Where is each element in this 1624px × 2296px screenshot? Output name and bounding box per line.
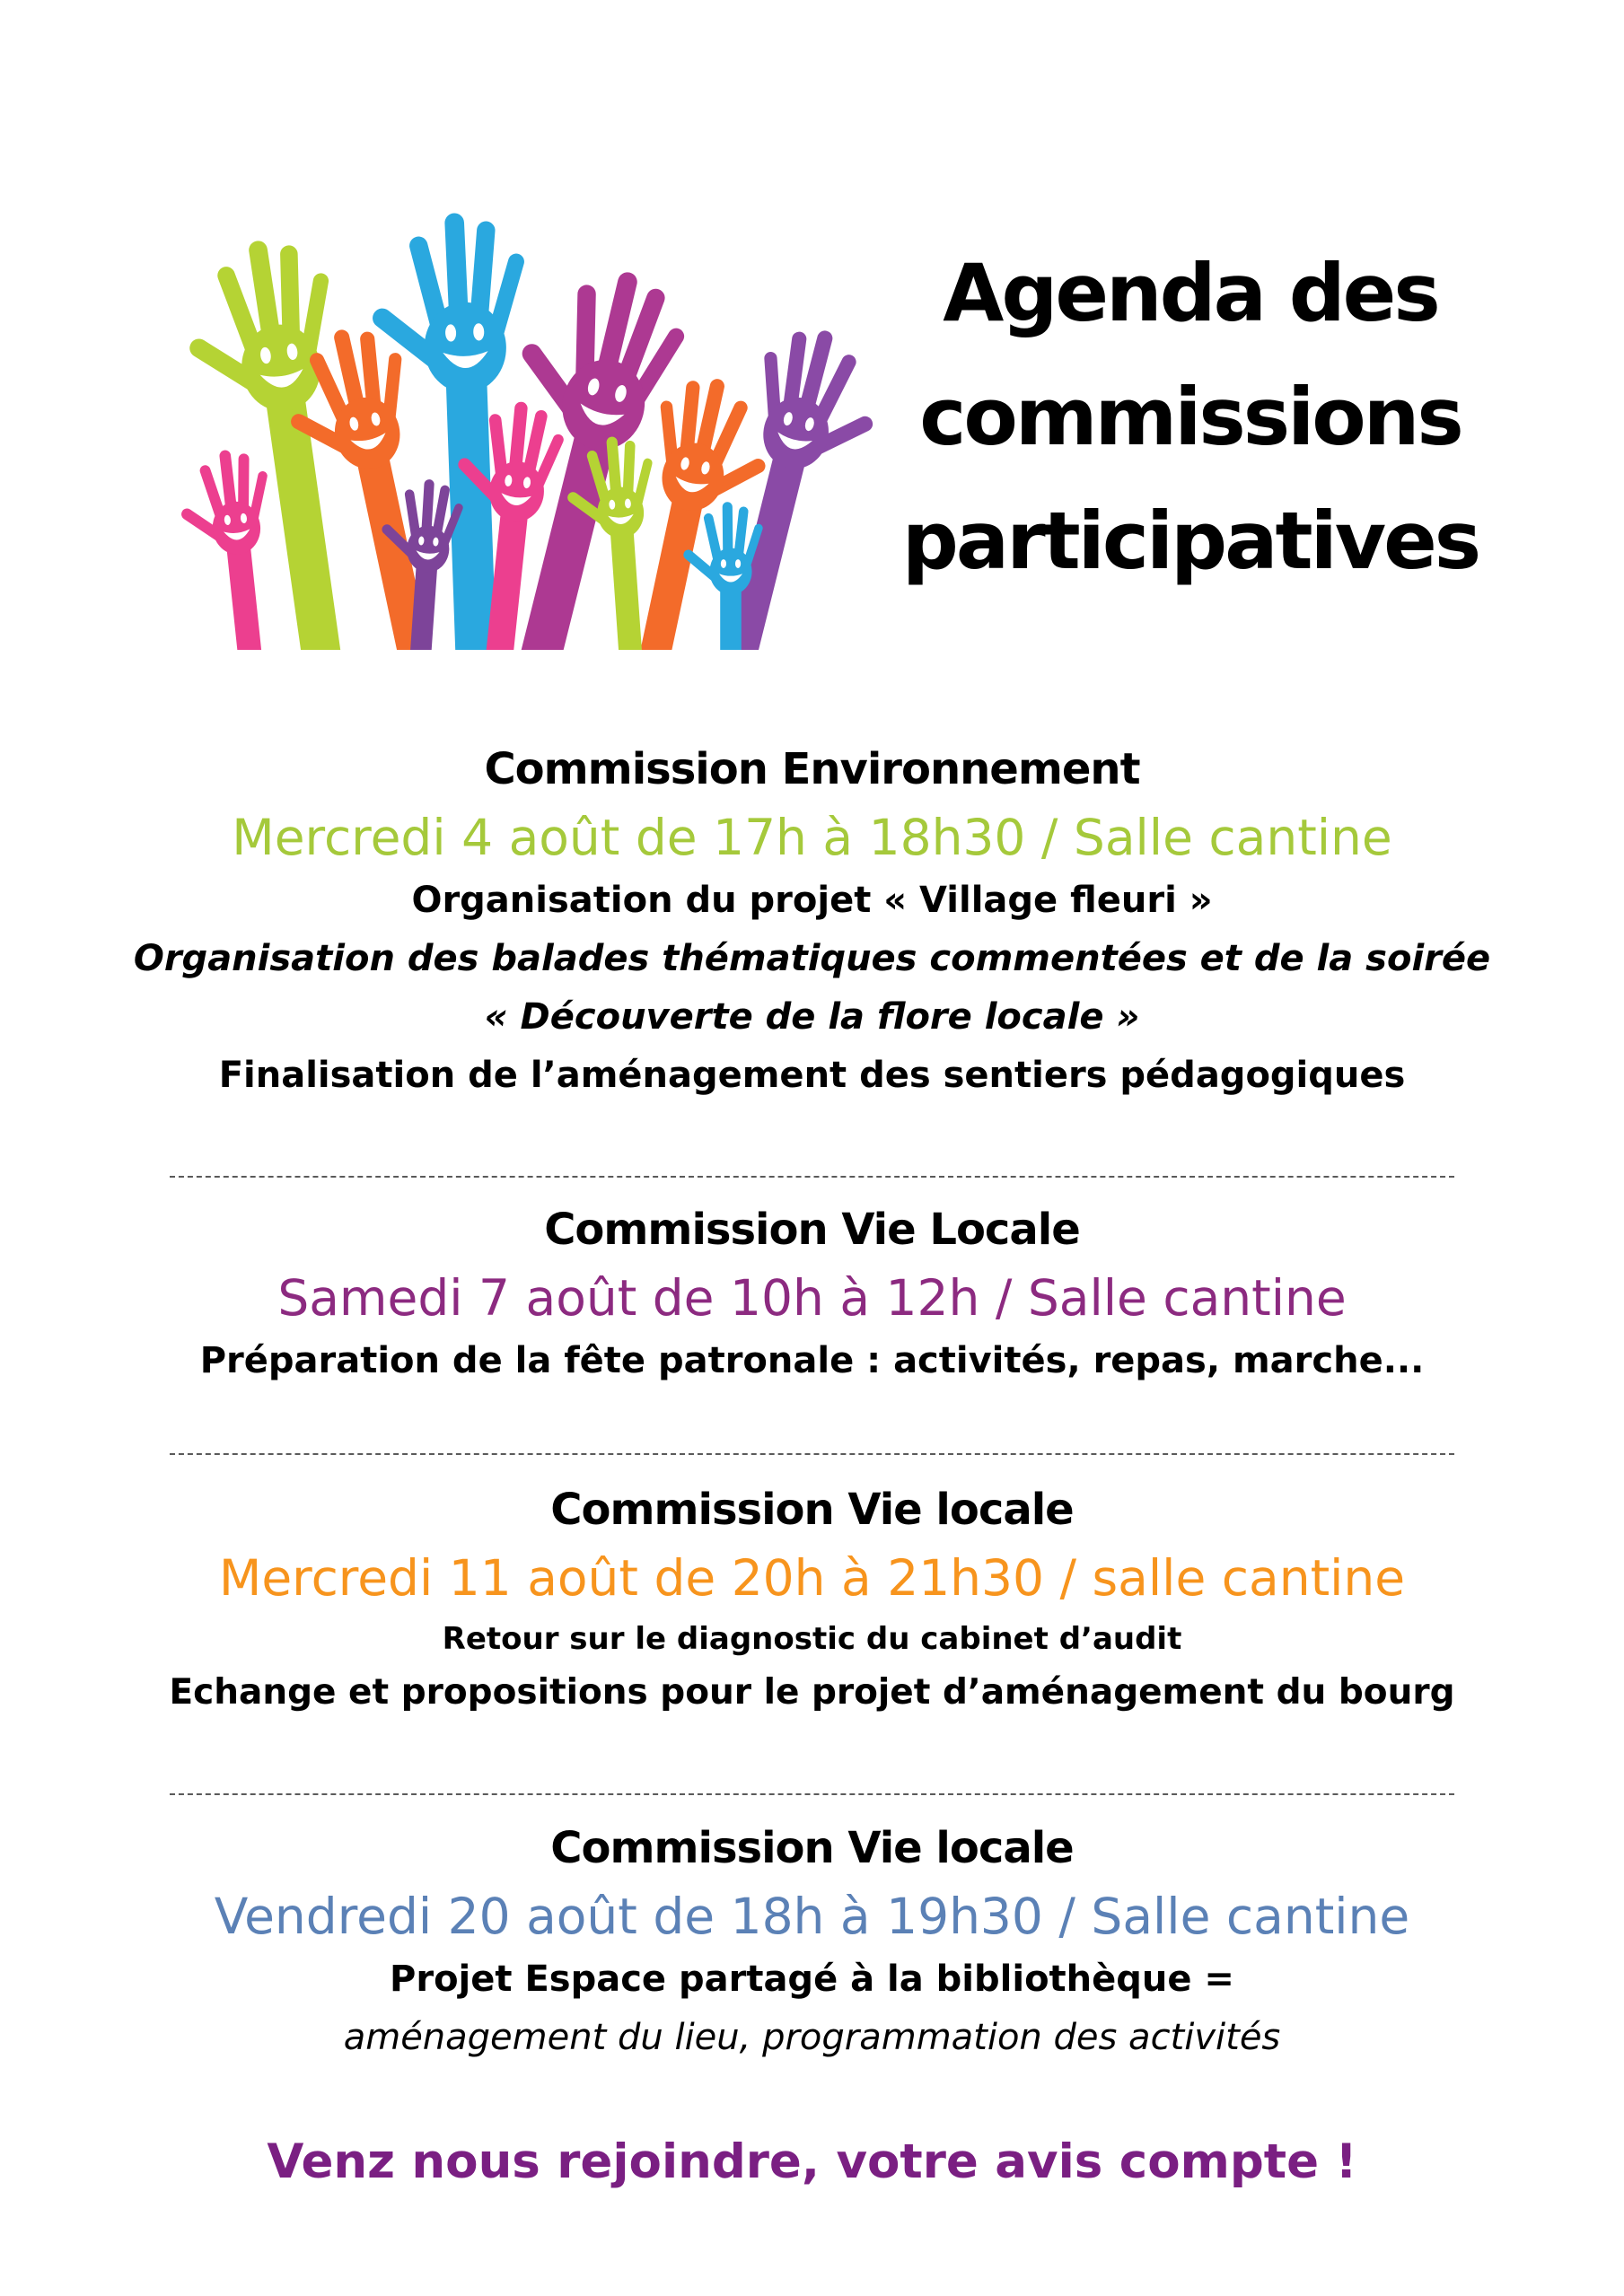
agenda-item: « Découverte de la flore locale » xyxy=(484,996,1140,1038)
agenda-item: aménagement du lieu, programmation des activités xyxy=(343,2017,1281,2058)
title-line: Agenda des xyxy=(943,247,1438,339)
agenda-item: Organisation du projet « Village fleuri » xyxy=(411,880,1213,921)
agenda-item: Retour sur le diagnostic du cabinet d’audit xyxy=(442,1621,1182,1657)
meeting-schedule: Samedi 7 août de 10h à 12h / Salle cantine xyxy=(277,1269,1347,1327)
section-divider xyxy=(170,1793,1454,1795)
title-line: commissions xyxy=(919,371,1462,463)
commission-section xyxy=(0,1476,1624,1720)
agenda-item: Projet Espace partagé à la bibliothèque = xyxy=(390,1959,1234,2000)
title-line: participatives xyxy=(901,495,1479,587)
agenda xyxy=(0,735,1624,2203)
commission-section xyxy=(0,735,1624,1105)
section-divider xyxy=(170,1453,1454,1455)
call-to-action: Venz nous rejoindre, votre avis compte ! xyxy=(267,2134,1357,2189)
commission-section xyxy=(0,1814,1624,2066)
commission-title: Commission Environnement xyxy=(484,744,1140,794)
agenda-item: Finalisation de l’aménagement des sentiers pédagogiques xyxy=(218,1055,1406,1096)
commission-title: Commission Vie locale xyxy=(550,1823,1074,1873)
commission-title: Commission Vie Locale xyxy=(544,1205,1080,1255)
section-divider xyxy=(170,1176,1454,1178)
agenda-item: Echange et propositions pour le projet d’aménagement du bourg xyxy=(169,1672,1455,1713)
meeting-schedule: Vendredi 20 août de 18h à 19h30 / Salle cantine xyxy=(214,1888,1410,1945)
commission-section xyxy=(0,1196,1624,1390)
page-title xyxy=(849,232,1532,603)
raised-hands-icon xyxy=(180,180,889,650)
commission-title: Commission Vie locale xyxy=(550,1485,1074,1535)
agenda-item: Préparation de la fête patronale : activités, repas, marche... xyxy=(199,1340,1425,1381)
raised-hands-illustration xyxy=(180,180,889,650)
meeting-schedule: Mercredi 11 août de 20h à 21h30 / salle cantine xyxy=(218,1549,1406,1607)
meeting-schedule: Mercredi 4 août de 17h à 18h30 / Salle cantine xyxy=(232,809,1392,866)
agenda-item: Organisation des balades thématiques commentées et de la soirée xyxy=(133,938,1491,979)
